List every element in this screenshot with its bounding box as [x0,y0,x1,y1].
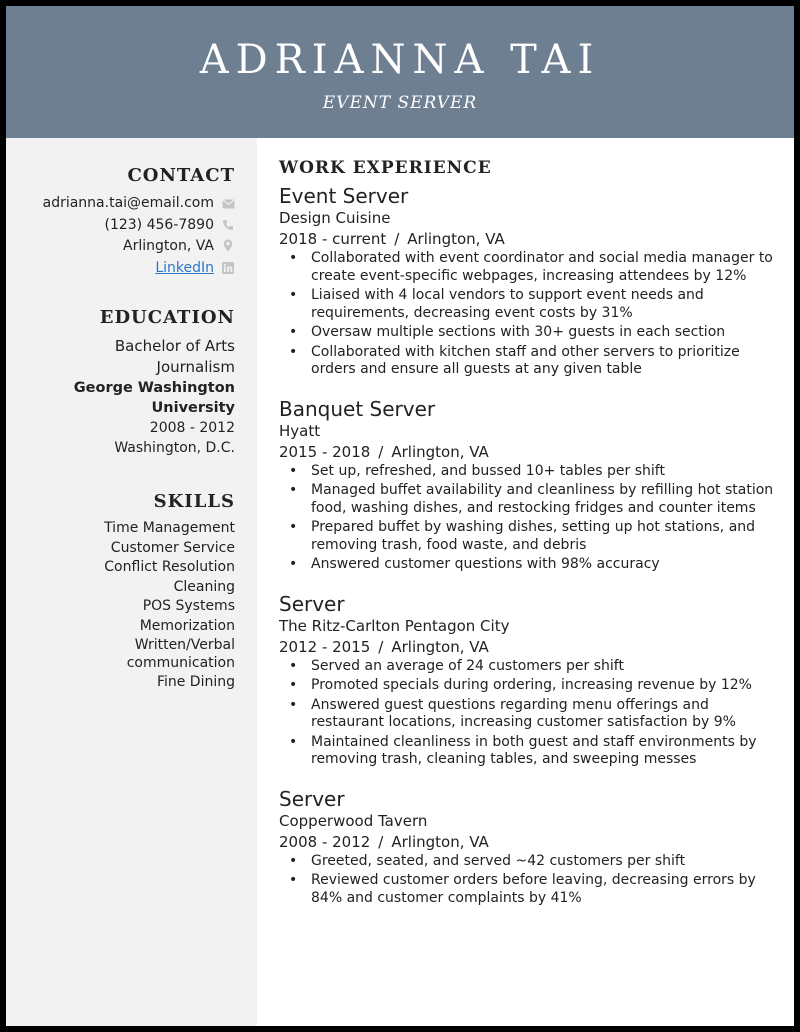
job-company: Design Cuisine [279,209,391,227]
education-school-line1: George Washington [73,380,235,396]
job-title: Server [279,591,345,616]
header-banner [6,6,794,138]
job-entry [279,397,779,574]
location-text: Arlington, VA [123,238,214,254]
linkedin-icon [221,262,235,276]
job-location: Arlington, VA [407,230,505,248]
contact-section [15,164,235,279]
skill-item: Time Management [104,520,235,536]
job-dates: 2012 - 2015 [279,637,371,656]
contact-linkedin[interactable] [15,258,235,280]
email-text: adrianna.tai@email.com [42,195,214,211]
job-bullet: • Reviewed customer orders before leaving, decreasing errors by 84% and customer complaints by 41% [311,872,779,907]
job-bullet: • Served an average of 24 customers per shift [311,658,779,676]
job-bullet: • Collaborated with event coordinator and social media manager to create event-specific webpages, increasing attendees by 12% [311,250,779,285]
job-bullet: • Set up, refreshed, and bussed 10+ tables per shift [311,463,779,481]
job-company: Hyatt [279,421,321,440]
job-bullets [279,250,779,379]
envelope-icon [221,198,235,212]
education-degree: Bachelor of Arts [114,337,235,355]
skill-item: Written/Verbal communication [126,637,235,671]
job-title: Banquet Server [279,396,436,421]
candidate-name: ADRIANNA TAI [199,37,601,83]
job-dates-location: 2015 - 2018 / Arlington, VA [279,442,489,461]
job-bullet: • Liaised with 4 local vendors to support event needs and requirements, decreasing event costs by 31% [311,287,779,322]
phone-text: (123) 456-7890 [104,216,214,233]
linkedin-link[interactable]: LinkedIn [155,259,214,276]
job-dates-location: 2018 - current / Arlington, VA [279,230,505,248]
skill-item: Memorization [139,617,235,634]
contact-location [15,236,235,258]
job-company: The Ritz-Carlton Pentagon City [279,616,510,635]
work-experience-heading: WORK EXPERIENCE [279,158,492,178]
phone-icon [221,219,235,233]
education-heading: EDUCATION [99,307,235,328]
education-school-line2: University [151,400,235,416]
job-company: Copperwood Tavern [279,811,428,830]
skill-item: POS Systems [142,598,235,614]
job-bullet: • Prepared buffet by washing dishes, setting up hot stations, and removing trash, food waste, and debris [311,519,779,554]
sidebar [6,138,257,1026]
job-bullet: • Answered guest questions regarding menu offerings and restaurant locations, increasing customer satisfaction by 9% [311,697,779,732]
education-years: 2008 - 2012 [149,420,235,436]
main-content [279,156,779,925]
education-major: Journalism [156,358,235,376]
contact-heading: CONTACT [127,165,235,186]
skill-item: Conflict Resolution [104,559,235,575]
job-bullet: • Managed buffet availability and cleanliness by refilling hot station food, washing dishes, and restocking fridges and counter items [311,482,779,517]
skill-item: Fine Dining [156,674,235,690]
job-dates: 2008 - 2012 [279,832,371,851]
job-bullets [279,853,779,908]
job-bullets [279,463,779,574]
job-bullet: • Answered customer questions with 98% accuracy [311,556,779,574]
education-section [15,306,235,458]
job-dates-location: 2012 - 2015 / Arlington, VA [279,637,489,656]
job-bullet: • Maintained cleanliness in both guest and staff environments by removing trash, cleaning tables, and sweeping messes [311,734,779,769]
job-entry [279,592,779,769]
skills-section [15,490,235,694]
job-bullet: • Collaborated with kitchen staff and other servers to prioritize orders and ensure all guests at any given table [311,344,779,379]
job-dates-location: 2008 - 2012 / Arlington, VA [279,832,489,851]
job-bullets [279,658,779,769]
job-bullet: • Oversaw multiple sections with 30+ guests in each section [311,324,779,342]
resume-page [6,6,794,1026]
education-location: Washington, D.C. [114,440,235,456]
skills-heading: SKILLS [153,491,235,512]
skill-item: Customer Service [110,539,235,556]
skill-item: Cleaning [173,578,235,595]
contact-phone[interactable] [15,215,235,237]
candidate-title: EVENT SERVER [322,93,478,113]
job-location: Arlington, VA [391,442,489,461]
job-title: Server [279,786,345,811]
job-location: Arlington, VA [391,832,489,851]
job-entry [279,184,779,379]
job-bullet: • Promoted specials during ordering, increasing revenue by 12% [311,677,779,695]
job-location: Arlington, VA [391,637,489,656]
job-bullet: • Greeted, seated, and served ~42 customers per shift [311,853,779,871]
job-dates: 2018 - current [279,230,387,248]
job-entry [279,787,779,908]
job-title: Event Server [279,184,409,208]
location-pin-icon [221,239,235,253]
job-dates: 2015 - 2018 [279,442,371,461]
contact-email[interactable] [15,193,235,215]
